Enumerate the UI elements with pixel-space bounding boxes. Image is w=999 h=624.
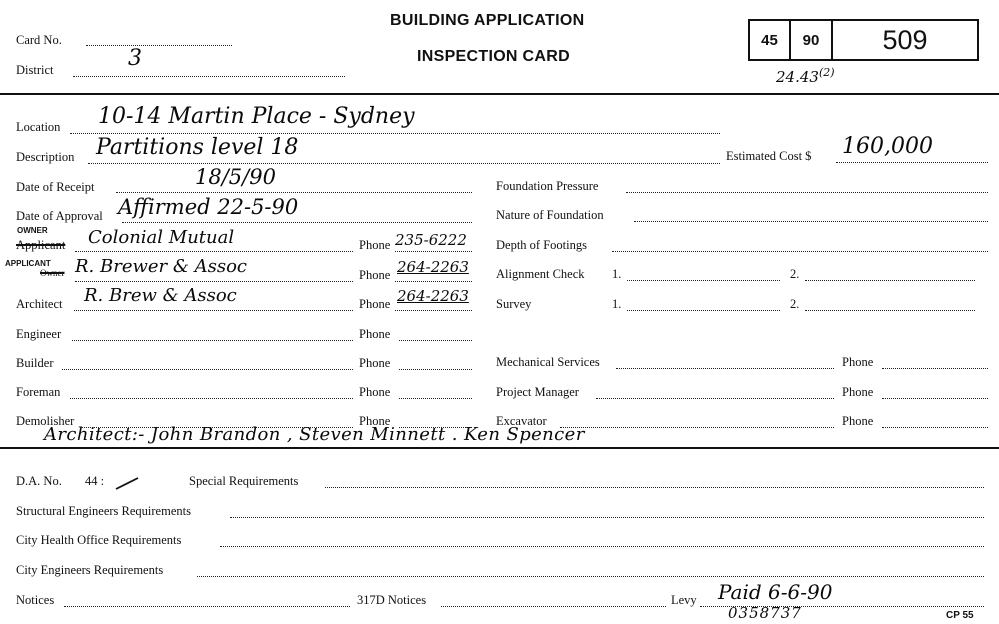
card-no-label: Card No. bbox=[16, 33, 62, 47]
estimated-cost-value: 160,000 bbox=[842, 134, 933, 159]
project-manager-label: Project Manager bbox=[496, 385, 579, 399]
date-of-approval-label: Date of Approval bbox=[16, 209, 103, 223]
owner-phone-label: Phone bbox=[359, 238, 391, 252]
demolisher-phone-label: Phone bbox=[359, 414, 391, 428]
nature-of-foundation-label: Nature of Foundation bbox=[496, 208, 604, 222]
alignment-check-label: Alignment Check bbox=[496, 267, 585, 281]
structural-engineers-line bbox=[230, 517, 984, 518]
owner-phone-line bbox=[395, 251, 472, 252]
foreman-label: Foreman bbox=[16, 385, 61, 399]
foundation-pressure-label: Foundation Pressure bbox=[496, 179, 599, 193]
builder-phone-label: Phone bbox=[359, 356, 391, 370]
da-no-label: D.A. No. bbox=[16, 474, 62, 488]
depth-of-footings-line bbox=[612, 251, 988, 252]
notices-317d-label: 317D Notices bbox=[357, 593, 427, 607]
date-of-receipt-line bbox=[116, 192, 472, 193]
architect-phone: 264-2263 bbox=[397, 287, 469, 305]
engineer-label: Engineer bbox=[16, 327, 62, 341]
city-health-label: City Health Office Requirements bbox=[16, 533, 182, 547]
card-title-line1: BUILDING APPLICATION bbox=[390, 12, 585, 29]
owner-phone: 235-6222 bbox=[395, 231, 467, 249]
applicant-line bbox=[75, 281, 353, 282]
levy-label: Levy bbox=[671, 593, 697, 607]
mechanical-services-phone-label: Phone bbox=[842, 355, 874, 369]
date-of-receipt-value: 18/5/90 bbox=[195, 165, 276, 189]
da-no-value: 44 : bbox=[85, 474, 105, 488]
description-line bbox=[88, 163, 720, 164]
structural-engineers-label: Structural Engineers Requirements bbox=[16, 504, 191, 518]
project-manager-phone-label: Phone bbox=[842, 385, 874, 399]
ref-box-3: 509 bbox=[831, 19, 979, 61]
ref-box-1: 45 bbox=[748, 19, 791, 61]
ref-box-2: 90 bbox=[789, 19, 833, 61]
mechanical-services-phone-line bbox=[882, 368, 988, 369]
project-manager-phone-line bbox=[882, 398, 988, 399]
architect-line bbox=[74, 310, 353, 311]
card-no-line bbox=[86, 45, 232, 46]
district-value: 3 bbox=[128, 46, 142, 71]
applicant-phone: 264-2263 bbox=[397, 258, 469, 276]
architect-phone-line bbox=[395, 310, 472, 311]
description-value: Partitions level 18 bbox=[96, 135, 299, 160]
owner-crossed-label: Applicant bbox=[16, 238, 66, 252]
district-line bbox=[73, 76, 345, 77]
applicant-phone-label: Phone bbox=[359, 268, 391, 282]
nature-of-foundation-line bbox=[634, 221, 988, 222]
location-line bbox=[70, 133, 720, 134]
alignment-check-2: 2. bbox=[790, 267, 800, 281]
applicant-value: R. Brewer & Assoc bbox=[75, 256, 248, 277]
depth-of-footings-label: Depth of Footings bbox=[496, 238, 587, 252]
builder-label: Builder bbox=[16, 356, 54, 370]
form-code: CP 55 bbox=[946, 610, 974, 621]
ref-note: 24.43$^{(2)}$ bbox=[776, 66, 835, 86]
receipt-number: 0358737 bbox=[728, 604, 802, 622]
survey-1: 1. bbox=[612, 297, 622, 311]
excavator-phone-line bbox=[882, 427, 988, 428]
architect-label: Architect bbox=[16, 297, 63, 311]
notices-317d-line bbox=[441, 606, 666, 607]
applicant-phone-line bbox=[395, 281, 472, 282]
estimated-cost-line bbox=[836, 162, 988, 163]
location-label: Location bbox=[16, 120, 61, 134]
levy-value: Paid 6-6-90 bbox=[718, 580, 833, 604]
alignment-check-2-line bbox=[805, 280, 975, 281]
lower-divider bbox=[0, 447, 999, 449]
handwritten-architect-note: Architect:- John Brandon , Steven Minnett . Ken Spencer bbox=[44, 424, 585, 445]
city-engineers-line bbox=[197, 576, 984, 577]
alignment-check-1-line bbox=[627, 280, 780, 281]
date-of-approval-value: Affirmed 22-5-90 bbox=[118, 195, 299, 219]
engineer-line bbox=[72, 340, 353, 341]
special-requirements-label: Special Requirements bbox=[189, 474, 299, 488]
mechanical-services-label: Mechanical Services bbox=[496, 355, 600, 369]
owner-handwritten-label: OWNER bbox=[17, 226, 48, 235]
engineer-phone-line bbox=[399, 340, 472, 341]
header-divider bbox=[0, 93, 999, 95]
special-requirements-line bbox=[325, 487, 984, 488]
survey-2: 2. bbox=[790, 297, 800, 311]
engineer-phone-label: Phone bbox=[359, 327, 391, 341]
demolisher-label: Demolisher bbox=[16, 414, 75, 428]
excavator-phone-label: Phone bbox=[842, 414, 874, 428]
architect-value: R. Brew & Assoc bbox=[84, 285, 237, 306]
card-title-line2: INSPECTION CARD bbox=[417, 48, 570, 65]
builder-phone-line bbox=[399, 369, 472, 370]
date-of-receipt-label: Date of Receipt bbox=[16, 180, 95, 194]
district-label: District bbox=[16, 63, 54, 77]
survey-label: Survey bbox=[496, 297, 532, 311]
notices-line bbox=[64, 606, 350, 607]
alignment-check-1: 1. bbox=[612, 267, 622, 281]
description-label: Description bbox=[16, 150, 75, 164]
foreman-phone-label: Phone bbox=[359, 385, 391, 399]
estimated-cost-label: Estimated Cost $ bbox=[726, 149, 812, 163]
builder-line bbox=[62, 369, 353, 370]
applicant-handwritten-label: APPLICANT bbox=[5, 259, 51, 268]
foundation-pressure-line bbox=[626, 192, 988, 193]
city-engineers-label: City Engineers Requirements bbox=[16, 563, 164, 577]
survey-2-line bbox=[805, 310, 975, 311]
notices-label: Notices bbox=[16, 593, 55, 607]
project-manager-line bbox=[596, 398, 834, 399]
excavator-line bbox=[560, 427, 834, 428]
foreman-line bbox=[70, 398, 353, 399]
owner-value: Colonial Mutual bbox=[88, 227, 235, 248]
excavator-label: Excavator bbox=[496, 414, 547, 428]
city-health-line bbox=[220, 546, 984, 547]
architect-phone-label: Phone bbox=[359, 297, 391, 311]
owner-line bbox=[75, 251, 353, 252]
applicant-crossed-label: Owner bbox=[40, 268, 65, 278]
date-of-approval-line bbox=[122, 222, 472, 223]
da-no-mark bbox=[114, 476, 140, 492]
foreman-phone-line bbox=[399, 398, 472, 399]
location-value: 10-14 Martin Place - Sydney bbox=[98, 104, 415, 129]
survey-1-line bbox=[627, 310, 780, 311]
mechanical-services-line bbox=[616, 368, 834, 369]
